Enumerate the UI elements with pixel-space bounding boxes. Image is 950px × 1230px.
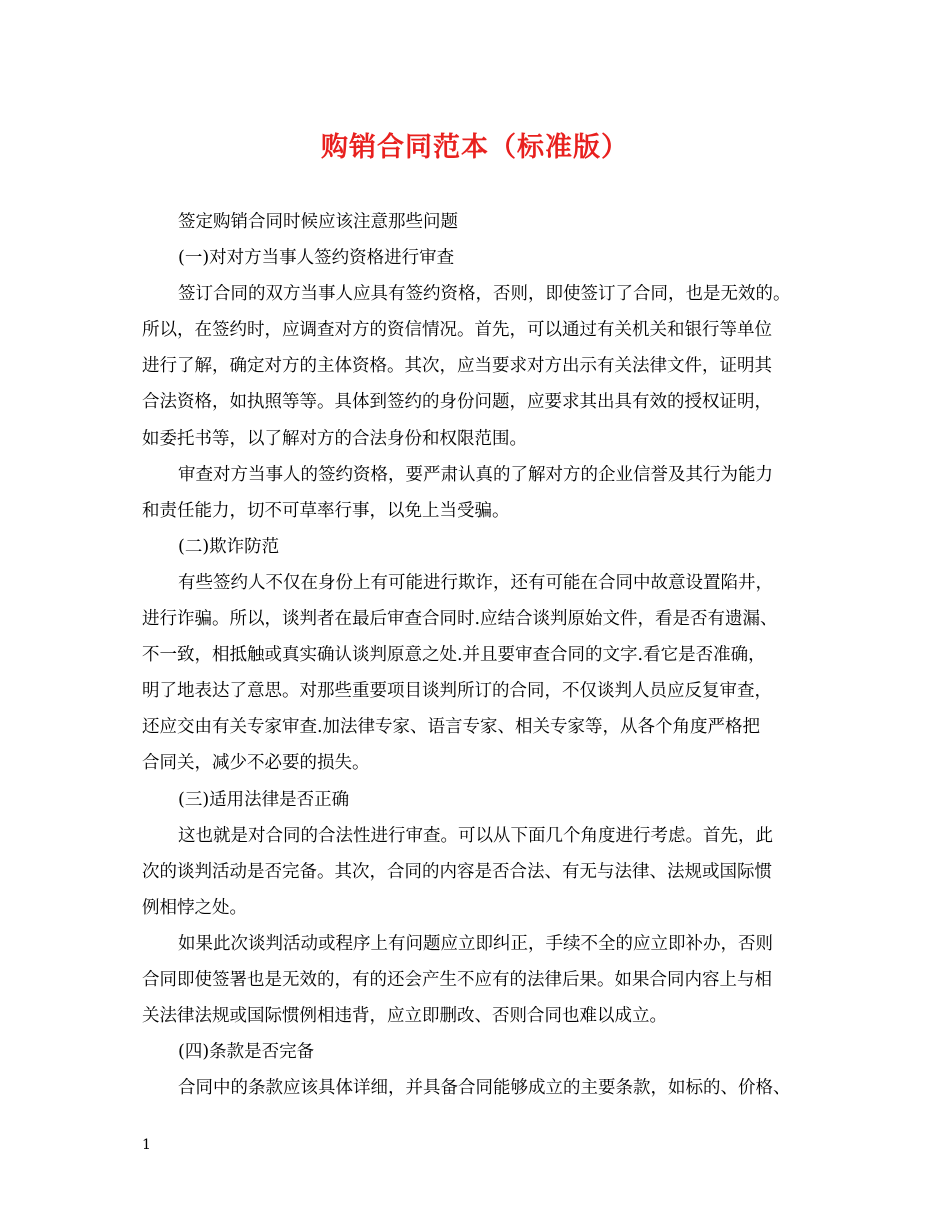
paragraph-line: 明了地表达了意思。对那些重要项目谈判所订的合同，不仅谈判人员应反复审查， bbox=[142, 681, 772, 702]
paragraph-line: 还应交由有关专家审查.加法律专家、语言专家、相关专家等，从各个角度严格把 bbox=[142, 717, 761, 738]
paragraph-line: 例相悖之处。 bbox=[142, 897, 247, 918]
paragraph-line: 不一致，相抵触或真实确认谈判原意之处.并且要审查合同的文字.看它是否准确， bbox=[142, 645, 766, 666]
paragraph-line: 合同关，减少不必要的损失。 bbox=[142, 753, 370, 774]
paragraph-line: 进行诈骗。所以，谈判者在最后审查合同时.应结合谈判原始文件，看是否有遗漏、 bbox=[142, 609, 778, 630]
document-title: 购销合同范本（标准版） bbox=[321, 132, 629, 163]
paragraph-line: 次的谈判活动是否完备。其次，合同的内容是否合法、有无与法律、法规或国际惯 bbox=[142, 861, 772, 882]
paragraph-line: 合法资格，如执照等等。具体到签约的身份问题，应要求其出具有效的授权证明， bbox=[142, 392, 772, 413]
page-number: 1 bbox=[142, 1137, 151, 1153]
paragraph-line: 签订合同的双方当事人应具有签约资格，否则，即使签订了合同，也是无效的。 bbox=[178, 284, 791, 305]
paragraph-line: 这也就是对合同的合法性进行审查。可以从下面几个角度进行考虑。首先，此 bbox=[178, 825, 773, 846]
section-heading: (三)适用法律是否正确 bbox=[178, 789, 350, 810]
paragraph-line: 如果此次谈判活动或程序上有问题应立即纠正，手续不全的应立即补办，否则 bbox=[178, 933, 773, 954]
paragraph-line: 如委托书等，以了解对方的合法身份和权限范围。 bbox=[142, 428, 527, 449]
paragraph-line: 合同中的条款应该具体详细，并具备合同能够成立的主要条款，如标的、价格、 bbox=[178, 1078, 791, 1099]
paragraph-line: 关法律法规或国际惯例相违背，应立即删改、否则合同也难以成立。 bbox=[142, 1006, 667, 1027]
paragraph-line: 签定购销合同时候应该注意那些问题 bbox=[178, 212, 458, 232]
paragraph-line: 进行了解，确定对方的主体资格。其次，应当要求对方出示有关法律文件，证明其 bbox=[142, 356, 772, 377]
paragraph-line: 有些签约人不仅在身份上有可能进行欺诈，还有可能在合同中故意设置陷井， bbox=[178, 572, 773, 593]
section-heading: (一)对对方当事人签约资格进行审查 bbox=[178, 248, 455, 269]
paragraph-line: 所以，在签约时，应调查对方的资信情况。首先，可以通过有关机关和银行等单位 bbox=[142, 320, 772, 341]
document-body bbox=[142, 204, 814, 1106]
section-heading: (四)条款是否完备 bbox=[178, 1042, 315, 1063]
paragraph-line: 和责任能力，切不可草率行事，以免上当受骗。 bbox=[142, 500, 510, 521]
section-heading: (二)欺诈防范 bbox=[178, 536, 280, 557]
paragraph-line: 审查对方当事人的签约资格，要严肃认真的了解对方的企业信誉及其行为能力 bbox=[178, 464, 773, 485]
paragraph-line: 合同即使签署也是无效的，有的还会产生不应有的法律后果。如果合同内容上与相 bbox=[142, 969, 772, 990]
